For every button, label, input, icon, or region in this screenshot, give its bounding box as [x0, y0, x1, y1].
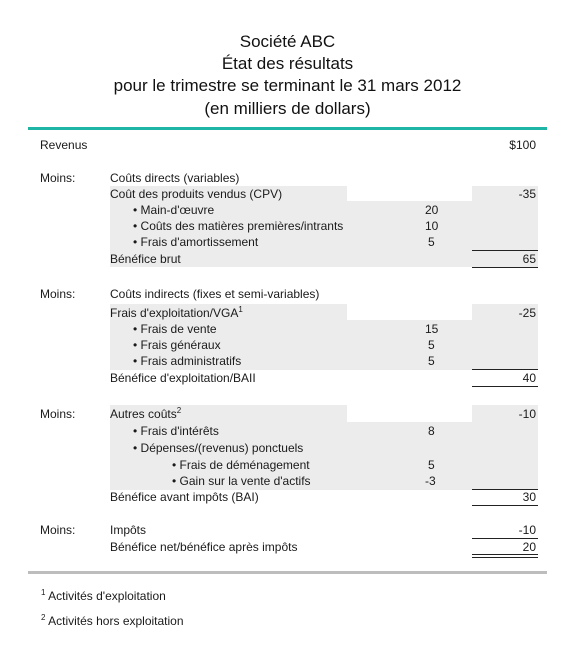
- section-3-item-2: • Dépenses/(revenus) ponctuels: [133, 441, 304, 455]
- taxes-underline: [472, 538, 538, 539]
- section-3-item-3: • Frais de déménagement: [172, 458, 310, 472]
- section-1-underline: [472, 250, 538, 251]
- section-1-item-2-value: 10: [425, 219, 439, 233]
- section-1-item-3: • Frais d'amortissement: [133, 235, 259, 249]
- section-3-prefix: Moins:: [40, 407, 76, 421]
- footnote-1: [41, 589, 166, 604]
- statement-title: État des résultats: [221, 54, 354, 73]
- footnote-2: [41, 614, 184, 629]
- section-1-total: -35: [518, 187, 536, 201]
- revenue-value: $100: [509, 138, 536, 152]
- section-1-item-1: • Main-d'œuvre: [133, 203, 215, 217]
- section-1-subheading: Coût des produits vendus (CPV): [110, 187, 283, 201]
- section-2-underline: [472, 369, 538, 370]
- section-3-subheading: Autres coûts$^2$: [110, 406, 182, 421]
- section-2-item-2-value: 5: [428, 338, 435, 352]
- company-name: Société ABC: [239, 32, 336, 51]
- net-income-label: Bénéfice net/bénéfice après impôts: [110, 540, 298, 554]
- taxes-value: -10: [518, 523, 536, 537]
- section-2-item-3-value: 5: [428, 354, 435, 368]
- footnote-2-text: Activités hors exploitation: [48, 614, 184, 628]
- section-3-result-underline: [472, 505, 538, 506]
- taxes-label: Impôts: [110, 523, 147, 537]
- statement-units: (en milliers de dollars): [204, 99, 371, 118]
- section-2-total: -25: [518, 306, 536, 320]
- section-1-item-1-value: 20: [425, 203, 439, 217]
- section-1-prefix: Moins:: [40, 171, 76, 185]
- section-2-item-2: • Frais généraux: [133, 338, 221, 352]
- statement-period: pour le trimestre se terminant le 31 mars 2012: [113, 76, 462, 95]
- section-2-result-underline: [472, 386, 538, 387]
- section-3-item-1: • Frais d'intérêts: [133, 424, 219, 438]
- footnote-ref-2: 2: [176, 406, 182, 415]
- section-3-item-4-value: -3: [425, 474, 436, 488]
- net-income-value: 20: [522, 540, 536, 554]
- section-2-result-label: Bénéfice d'exploitation/BAII: [110, 371, 256, 385]
- section-3-item-3-value: 5: [428, 458, 435, 472]
- footnote-ref-1: 1: [238, 305, 243, 314]
- net-income-double-underline: [472, 554, 538, 558]
- section-2-subheading: Frais d'exploitation/VGA$^1$: [110, 305, 243, 320]
- footnote-1-marker: 1: [41, 588, 46, 597]
- section-3-result-label: Bénéfice avant impôts (BAI): [110, 490, 259, 504]
- section-2-heading: Coûts indirects (fixes et semi-variables): [110, 287, 320, 301]
- section-2-item-1-value: 15: [425, 322, 439, 336]
- section-2-item-3: • Frais administratifs: [133, 354, 242, 368]
- section-1-heading: Coûts directs (variables): [110, 171, 240, 185]
- section-1-result-label: Bénéfice brut: [110, 252, 181, 266]
- section-1-item-2: • Coûts des matières premières/intrants: [133, 219, 344, 233]
- bottom-gray-rule: [28, 571, 547, 574]
- section-1-result-underline: [472, 267, 538, 268]
- section-2-item-1: • Frais de vente: [133, 322, 217, 336]
- section-3-result-value: 30: [522, 490, 536, 504]
- taxes-prefix: Moins:: [40, 523, 76, 537]
- top-teal-rule: [28, 127, 547, 130]
- footnote-2-marker: 2: [41, 613, 46, 622]
- section-3-total: -10: [518, 407, 536, 421]
- footnote-1-text: Activités d'exploitation: [48, 589, 166, 603]
- section-1-item-3-value: 5: [428, 235, 435, 249]
- section-1-result-value: 65: [522, 252, 536, 266]
- section-3-item-4: • Gain sur la vente d'actifs: [172, 474, 311, 488]
- revenue-label: Revenus: [40, 138, 88, 152]
- section-3-item-1-value: 8: [428, 424, 435, 438]
- section-2-prefix: Moins:: [40, 287, 76, 301]
- section-2-result-value: 40: [522, 371, 536, 385]
